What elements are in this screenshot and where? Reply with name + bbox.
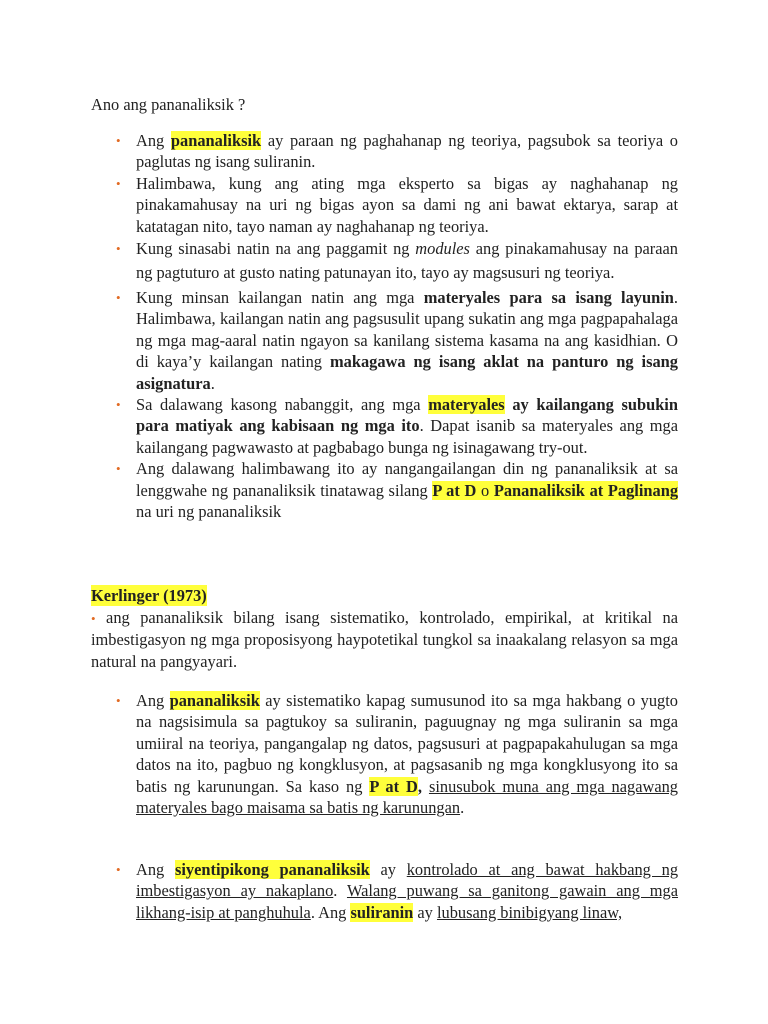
- systematic-research-list: [91, 690, 678, 818]
- bullet-icon: •: [116, 693, 121, 708]
- item-text: Ang dalawang halimbawang ito ay nangangailangan din ng pananaliksik at sa lenggwahe ng pananaliksik tinatawag silang: [136, 459, 678, 500]
- item-text: ay: [413, 902, 437, 922]
- bold-phrase: materyales para sa isang layunin: [423, 288, 674, 308]
- item-text: ,: [417, 776, 429, 796]
- bullet-icon: •: [116, 133, 121, 148]
- list-item: [91, 458, 678, 522]
- list-item: [91, 394, 678, 458]
- item-text: na uri ng pananaliksik: [136, 502, 282, 522]
- item-text: ang pinakamahusay na paraan ng pagtuturo at gusto nating patunayan ito, tayo ay magsusuri ng teoriya.: [136, 239, 678, 283]
- highlighted-term: pananaliksik: [169, 691, 260, 710]
- highlighted-term: materyales: [428, 395, 505, 415]
- item-text: .: [210, 373, 215, 393]
- bullet-icon: •: [116, 241, 121, 257]
- highlighted-term: suliranin: [350, 902, 414, 922]
- item-text: ay sistematiko kapag sumusunod ito sa mga hakbang o yugto na nagsisimula sa pagtukoy sa suliranin, paguugnay ng mga suliranin sa mga umiiral na teoriya, pangangalap ng datos, pagsusuri at pagpapakahulugan sa mga datos na ito, pagbuo ng kongklusyon, at pagsasanib ng mga kongklusyong ito sa batis ng karunungan. Sa kaso ng: [136, 691, 678, 796]
- item-text: .: [333, 881, 347, 901]
- underlined-phrase: kontrolado at ang bawat hakbang ng imbestigasyon ay nakaplano: [136, 860, 679, 901]
- underlined-phrase: Walang puwang sa ganitong gawain ang mga likhang-isip at panghuhula: [136, 881, 679, 922]
- item-text: . Halimbawa, kailangan natin ang pagsusulit upang sukatin ang mga pagpapahalaga ng mga mag-aaral natin ngayon sa kanilang sistema kasama na ang kasidhian. O di kaya’y kailangan nating: [136, 288, 678, 372]
- bold-phrase: ay kailangang subukin para matiyak ang kabisaan ng mga ito: [136, 395, 678, 436]
- list-item: [91, 859, 678, 923]
- bullet-icon: •: [116, 290, 121, 306]
- item-text: Ang: [136, 131, 171, 150]
- item-text: ang pananaliksik bilang isang sistematiko, kontrolado, empirikal, at kritikal na imbestigasyon ng mga proposisyong haypotetikal tungkol sa inaakalang relasyon sa mga natural na pangyayari.: [91, 608, 678, 671]
- item-text: Kung sinasabi natin na ang paggamit ng: [136, 239, 416, 259]
- highlighted-text: o: [476, 480, 494, 500]
- bullet-icon: •: [91, 611, 96, 626]
- list-item: [91, 690, 678, 818]
- bullet-icon: •: [116, 175, 121, 191]
- highlighted-term: P at D: [432, 480, 477, 500]
- list-item: [91, 287, 678, 394]
- highlighted-term: pananaliksik: [170, 131, 262, 150]
- item-text: Ang: [136, 860, 175, 879]
- list-item: [91, 237, 678, 285]
- research-definition-list: [91, 130, 678, 523]
- list-item: [91, 130, 678, 173]
- underlined-phrase: lubusang binibigyang linaw,: [436, 902, 623, 922]
- bullet-icon: •: [116, 461, 121, 477]
- item-text: . Ang: [310, 902, 351, 922]
- item-text: Sa dalawang kasong nabanggit, ang mga: [136, 395, 429, 415]
- highlighted-term: siyentipikong pananaliksik: [174, 860, 370, 879]
- italic-term: modules: [415, 239, 470, 259]
- kerlinger-definition: [91, 607, 678, 672]
- item-text: ay paraan ng paghahanap ng teoriya, pagsubok sa teoriya o paglutas ng isang suliranin.: [136, 131, 678, 172]
- item-text: Kung minsan kailangan natin ang mga: [136, 288, 424, 308]
- underlined-phrase: sinusubok muna ang mga nagawang materyales bago maisama sa batis ng karunungan: [136, 776, 678, 818]
- list-item: [91, 173, 678, 237]
- bullet-icon: •: [116, 397, 121, 413]
- scientific-research-list: [91, 859, 678, 923]
- item-text: . Dapat isanib sa materyales ang mga kailangang pagwawasto at pagbabago bunga ng isinagawang try-out.: [136, 416, 679, 457]
- kerlinger-title: Kerlinger (1973): [91, 586, 207, 605]
- item-text: Ang: [136, 691, 170, 710]
- bold-phrase: makagawa ng isang aklat na panturo ng isang asignatura: [136, 352, 678, 393]
- page-heading: Ano ang pananaliksik ?: [91, 95, 246, 114]
- item-text: .: [460, 798, 465, 818]
- bullet-icon: •: [116, 862, 121, 877]
- highlighted-term: P at D: [369, 776, 418, 796]
- item-text: ay: [369, 860, 407, 879]
- highlighted-term: Pananaliksik at Paglinang: [493, 480, 679, 500]
- item-text: Halimbawa, kung ang ating mga eksperto sa bigas ay naghahanap ng pinakamahusay na uri ng bigas ayon sa dami ng ani bawat ektarya, sarap at katatagan nito, tayo naman ay naghahanap ng teoriya.: [136, 173, 678, 236]
